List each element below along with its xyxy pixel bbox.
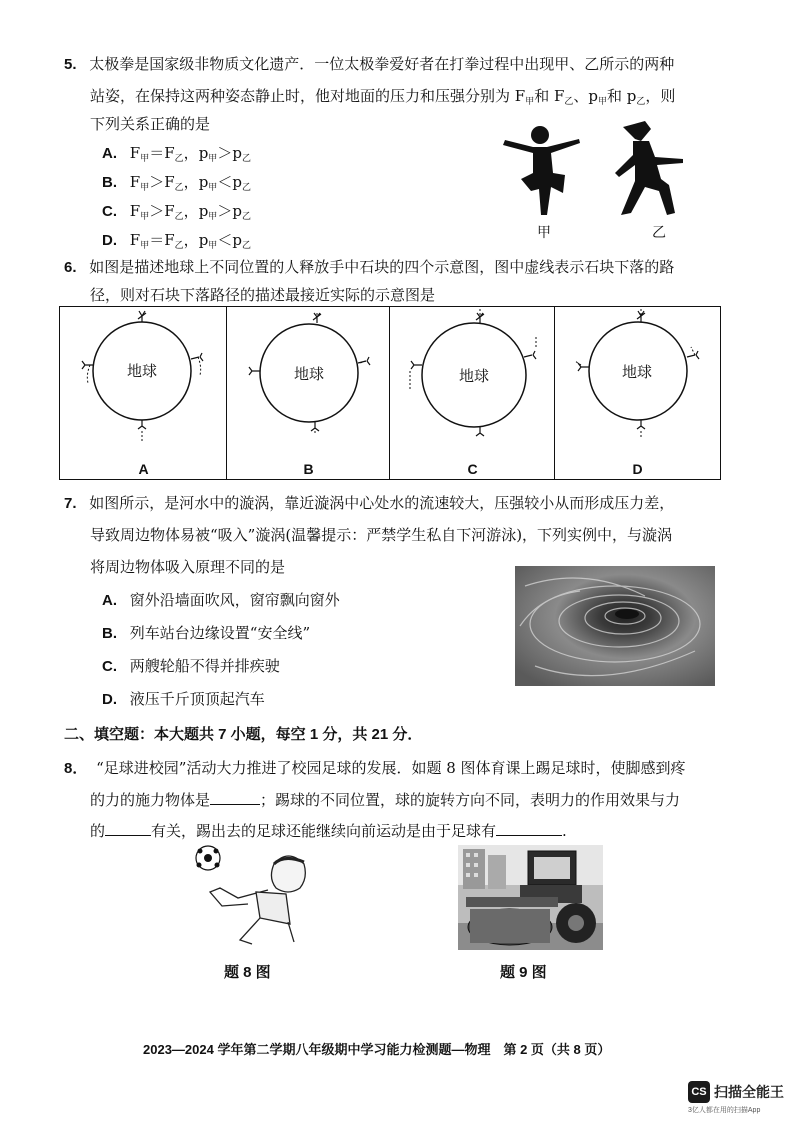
scanner-watermark <box>688 1081 784 1115</box>
q7-option-d-text: 液压千斤顶顶起汽车 <box>129 690 265 708</box>
q5-option-d-F2: F <box>164 231 175 249</box>
q6-panel-d-label: D <box>632 461 643 477</box>
q5-option-a-sub3: 甲 <box>208 154 218 164</box>
page-footer: 2023—2024 学年第二学期八年级期中学习能力检测题—物理 第 2 页（共 8 页） <box>143 1042 611 1057</box>
q7-number: 7. <box>64 495 77 512</box>
q5-option-c-sub1: 甲 <box>140 212 150 222</box>
q5-option-d-sub2: 乙 <box>174 241 184 251</box>
q8-text-1: “足球进校园”活动大力推进了校园足球的发展．如题 8 图体育课上踢足球时，使脚感到疼 <box>96 759 686 777</box>
q5-option-a-p2: p <box>232 144 242 162</box>
q5-line2 <box>90 86 675 109</box>
q5-option-b-sub1: 甲 <box>140 183 150 193</box>
q5-option-d-comma: ， <box>183 231 199 249</box>
q8-line2 <box>90 790 680 810</box>
taichi-label-jia: 甲 <box>537 225 551 241</box>
q8-blank-1[interactable] <box>210 790 260 805</box>
q6-line1 <box>64 257 674 278</box>
q5-option-a-sub4: 乙 <box>241 154 251 164</box>
q5-option-d[interactable] <box>102 230 251 253</box>
q5-option-b-p1: p <box>198 173 209 191</box>
q6-panel-b-earth-label: 地球 <box>294 365 325 383</box>
q7-option-b-text: 列车站台边缘设置“安全线” <box>129 624 311 642</box>
q7-option-b[interactable] <box>102 623 310 644</box>
q5-option-c-sub4: 乙 <box>241 212 251 222</box>
q5-option-b-rel2: ＜ <box>217 173 233 191</box>
q5-option-a-sub2: 乙 <box>174 154 184 164</box>
q5-text-1: 太极拳是国家级非物质文化遗产．一位太极拳爱好者在打拳过程中出现甲、乙所示的两种 <box>89 55 675 73</box>
q7-option-a[interactable] <box>102 590 340 611</box>
q6-panel-d-earth-label: 地球 <box>622 363 653 381</box>
q5-option-c-rel2: ＞ <box>217 202 233 220</box>
q5-option-d-sub1: 甲 <box>140 241 150 251</box>
q5-option-c-sub2: 乙 <box>174 212 184 222</box>
q8-line3 <box>90 821 567 841</box>
q5-option-a-comma: ， <box>183 144 199 162</box>
fig8-soccer-illustration <box>180 842 330 952</box>
q6-panel-a-label: A <box>138 461 149 477</box>
fig9-road-roller-photo <box>458 845 603 950</box>
q5-option-a[interactable] <box>102 143 251 166</box>
q5-option-d-letter: D. <box>102 232 117 249</box>
q8-text-3a: 的 <box>90 822 106 840</box>
q5-sub-jia-2: 甲 <box>598 97 608 107</box>
q5-option-a-sub1: 甲 <box>140 154 150 164</box>
q6-panel-d-diagram <box>555 307 720 457</box>
q5-option-c-letter: C. <box>102 203 117 220</box>
q5-option-c[interactable] <box>102 201 251 224</box>
q5-option-b-rel1: ＞ <box>149 173 165 191</box>
q5-option-c-rel1: ＞ <box>149 202 165 220</box>
q6-line2: 径，则对石块下落路径的描述最接近实际的示意图是 <box>90 286 436 304</box>
q5-option-a-p1: p <box>198 144 209 162</box>
q6-panel-a-diagram <box>60 307 227 457</box>
q7-text-1: 如图所示，是河水中的漩涡，靠近漩涡中心处水的流速较大，压强较小从而形成压力差， <box>89 494 675 512</box>
q7-option-c-text: 两艘轮船不得并排疾驶 <box>129 657 280 675</box>
q5-option-d-rel2: ＜ <box>217 231 233 249</box>
q7-option-a-letter: A. <box>102 592 117 609</box>
q7-line1 <box>64 493 674 514</box>
q7-option-d[interactable] <box>102 689 265 710</box>
taichi-figure-jia <box>503 126 580 215</box>
camscanner-logo-icon: CS <box>688 1081 710 1103</box>
taichi-label-yi: 乙 <box>652 225 666 241</box>
q5-text-2d: 和 p <box>607 87 637 105</box>
q8-blank-2[interactable] <box>105 821 151 836</box>
q5-option-b-F2: F <box>164 173 175 191</box>
q5-option-d-p1: p <box>198 231 209 249</box>
q5-option-a-F2: F <box>164 144 175 162</box>
q5-text-2c: 、p <box>573 87 599 105</box>
q6-panel-c[interactable] <box>389 306 555 480</box>
q5-option-c-p1: p <box>198 202 209 220</box>
q5-option-c-comma: ， <box>183 202 199 220</box>
q5-option-b-sub2: 乙 <box>174 183 184 193</box>
q6-panel-c-earth-label: 地球 <box>459 367 490 385</box>
q5-text-2b: 和 F <box>534 87 565 105</box>
q5-line3: 下列关系正确的是 <box>90 115 211 133</box>
q5-option-a-rel2: ＞ <box>217 144 233 162</box>
fig9-caption: 题 9 图 <box>500 964 547 981</box>
q5-sub-yi: 乙 <box>564 97 574 107</box>
q6-panel-a[interactable] <box>59 306 227 480</box>
q5-sub-jia: 甲 <box>525 97 535 107</box>
q7-option-d-letter: D. <box>102 691 117 708</box>
q5-option-b[interactable] <box>102 172 251 195</box>
whirlpool-photo <box>515 566 715 686</box>
q5-number: 5. <box>64 56 77 73</box>
section2-heading: 二、填空题：本大题共 7 小题，每空 1 分，共 21 分． <box>64 726 423 743</box>
q7-option-c-letter: C. <box>102 658 117 675</box>
q5-line1 <box>64 54 674 75</box>
q6-number: 6. <box>64 259 77 276</box>
watermark-name: 扫描全能王 <box>714 1084 784 1100</box>
q5-option-d-sub3: 甲 <box>208 241 218 251</box>
q8-text-2b: ；踢球的不同位置，球的旋转方向不同，表明力的作用效果与力 <box>260 791 681 809</box>
q5-option-b-letter: B. <box>102 174 117 191</box>
q8-number: 8． <box>64 760 88 777</box>
q5-option-d-sub4: 乙 <box>241 241 251 251</box>
q5-option-b-F1: F <box>129 173 141 191</box>
q5-option-d-rel1: ＝ <box>149 231 165 249</box>
q7-option-b-letter: B. <box>102 625 117 642</box>
q5-sub-yi-2: 乙 <box>636 97 646 107</box>
q5-option-c-F1: F <box>129 202 141 220</box>
q5-option-d-F1: F <box>129 231 141 249</box>
q6-panel-b[interactable] <box>226 306 390 480</box>
q8-text-3c: . <box>562 822 567 840</box>
q5-option-c-sub3: 甲 <box>208 212 218 222</box>
q6-panel-b-label: B <box>303 461 314 477</box>
q6-text-1: 如图是描述地球上不同位置的人释放手中石块的四个示意图，图中虚线表示石块下落的路 <box>89 258 675 276</box>
q8-text-2a: 的力的施力物体是 <box>90 791 211 809</box>
q5-option-d-p2: p <box>232 231 242 249</box>
q7-option-c[interactable] <box>102 656 280 677</box>
q5-text-2a: 站姿，在保持这两种姿态静止时，他对地面的压力和压强分别为 F <box>90 87 526 105</box>
q7-option-a-text: 窗外沿墙面吹风，窗帘飘向窗外 <box>129 591 340 609</box>
q8-text-3b: 有关，踢出去的足球还能继续向前运动是由于足球有 <box>151 822 497 840</box>
q5-option-b-p2: p <box>232 173 242 191</box>
q5-option-c-p2: p <box>232 202 242 220</box>
q5-text-2e: ，则 <box>645 87 676 105</box>
q8-line1 <box>64 758 686 779</box>
q8-blank-3[interactable] <box>496 821 562 836</box>
q5-option-a-rel1: ＝ <box>149 144 165 162</box>
q6-panel-a-earth-label: 地球 <box>127 362 158 380</box>
soccer-ball-icon <box>196 846 220 870</box>
q7-line3: 将周边物体吸入原理不同的是 <box>90 558 286 576</box>
watermark-tagline: 3亿人都在用的扫描App <box>688 1107 761 1114</box>
q5-option-b-sub4: 乙 <box>241 183 251 193</box>
q5-option-b-comma: ， <box>183 173 199 191</box>
q5-option-c-F2: F <box>164 202 175 220</box>
q6-panel-c-label: C <box>467 461 478 477</box>
q5-option-a-letter: A. <box>102 145 117 162</box>
fig8-caption: 题 8 图 <box>224 964 271 981</box>
taichi-figure-yi <box>615 121 683 215</box>
q5-option-b-sub3: 甲 <box>208 183 218 193</box>
q6-panel-d[interactable] <box>554 306 721 480</box>
q5-option-a-F1: F <box>129 144 141 162</box>
q7-line2: 导致周边物体易被“吸入”漩涡(温馨提示：严禁学生私自下河游泳)，下列实例中，与漩涡 <box>90 526 673 544</box>
